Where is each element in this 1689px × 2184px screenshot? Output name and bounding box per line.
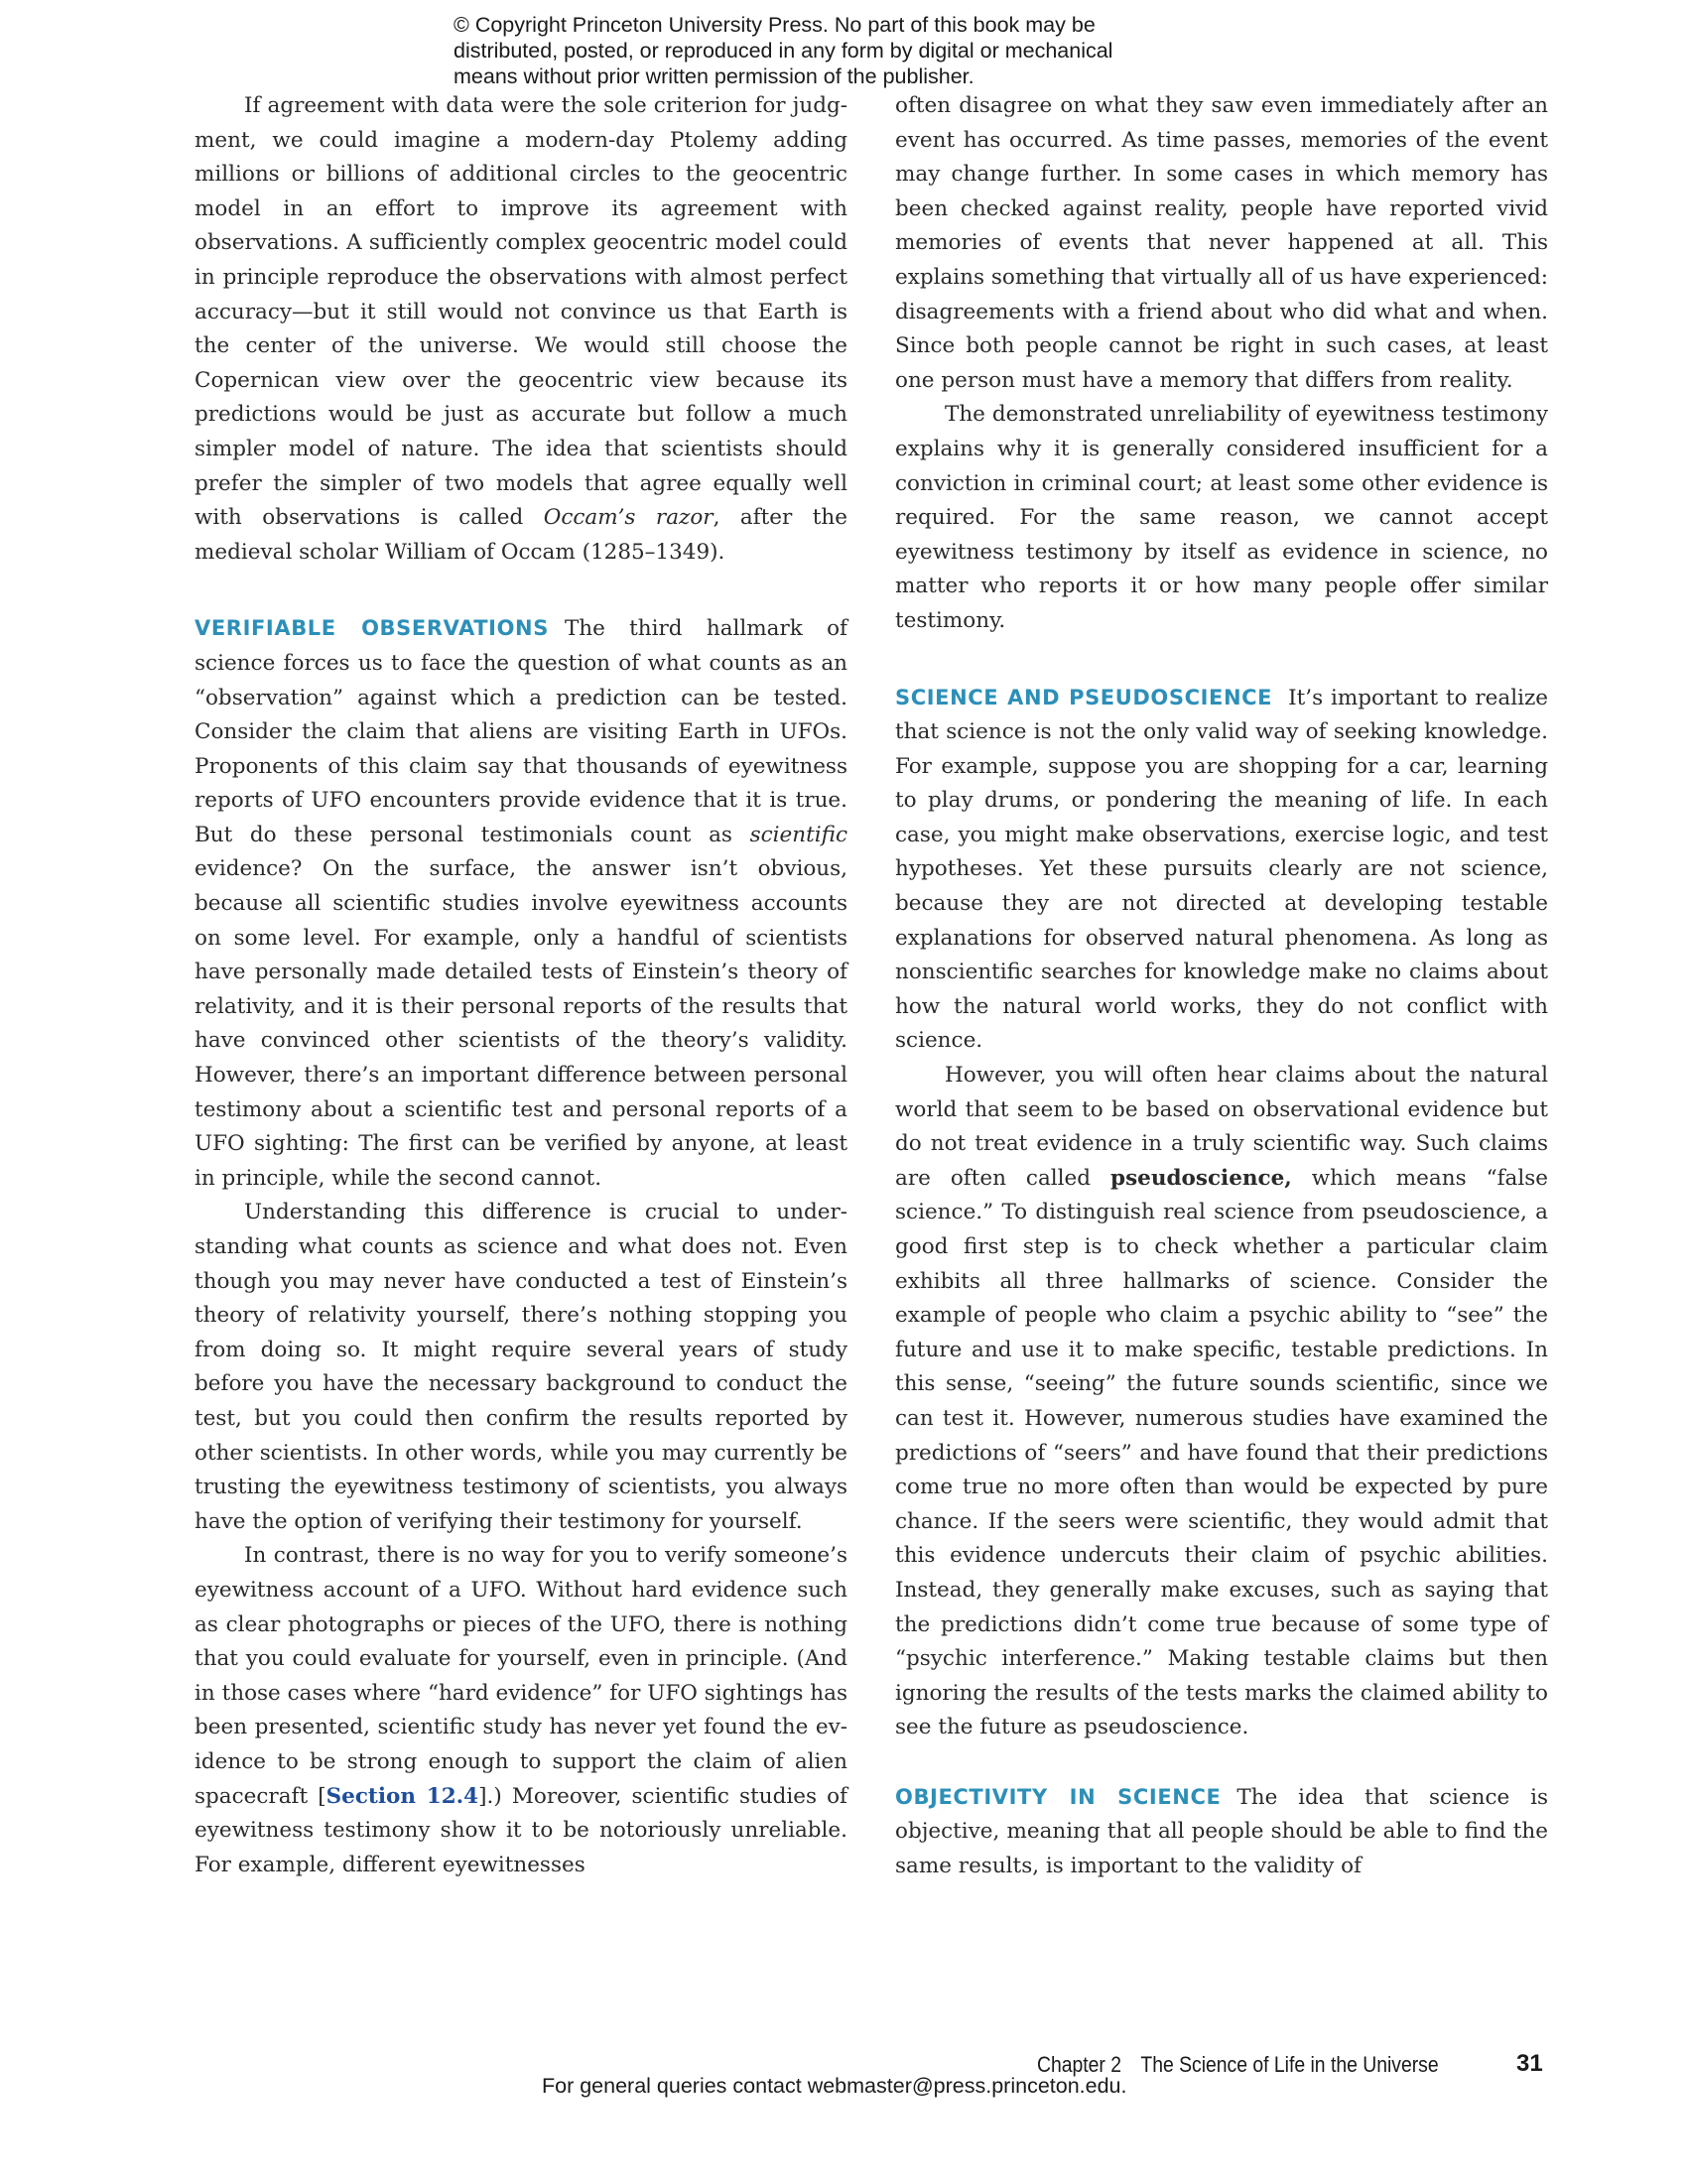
paragraph-text: If agreement with data were the sole criterion for judgment, we could imagine a modern-day Ptolemy adding millions or billions of additional circles to the geocentric model in an effort to improve its agreement with observations. A sufficiently complex geocentric model could in principle reproduce the observations with almost perfect accuracy—but it still would not convince us that Earth is the center of the universe. We would still choose the Copernican view over the geocentric view because its predictions would be just as accurate but follow a much simpler model of nature. The idea that scientists should prefer the simpler of two models that agree equally well with observations is called	[195, 93, 847, 531]
paragraph-science-and-pseudoscience	[895, 681, 1548, 1060]
term-pseudoscience: pseudoscience,	[1110, 1165, 1292, 1191]
section-heading-verifiable-observations: VERIFIABLE OBSERVATIONS	[195, 616, 549, 641]
paragraph-text: evidence? On the surface, the answer isn’t obvious, because all scientific studies involve eyewitness accounts on some level. For example, only a handful of scientists have personally made detailed tests of Einstein’s theory of relativity, and it is their personal reports of the results that have convinced other scientists of the theory’s validity. However, there’s an important difference between personal testimony about a scientific test and personal reports of a UFO sighting: The first can be verified by anyone, at least in principle, while the second cannot.	[195, 856, 847, 1191]
paragraph-pseudoscience-claims	[895, 1059, 1548, 1745]
paragraph-eyewitness-unreliability: The demonstrated unreliability of eyewitness testimony explains why it is generally considered insufficient for a conviction in criminal court; at least some other evidence is required. For the same reason, we cannot accept eyewitness testimony by itself as evidence in science, no matter who reports it or how many people offer similar testimony.	[895, 402, 1548, 633]
paragraph-text: However, you will often hear claims about the natural world that seem to be based on observational evidence but do not treat evidence in a truly scientific way. Such claims are often called	[895, 1063, 1548, 1191]
paragraph-text: In contrast, there is no way for you to verify someone’s eyewitness account of a UFO. Without hard evidence such as clear photographs or pieces of the UFO, there is nothing that you could evaluate for yourself, even in principle. (And in those cases where “hard evidence” for UFO sightings has been presented, scientific study has never yet found the evidence to be strong enough to support the claim of alien spacecraft [	[195, 1543, 847, 1809]
paragraph-verifiable-observations	[195, 611, 847, 1196]
chapter-label: Chapter 2	[1037, 2052, 1122, 2077]
paragraph-in-contrast	[195, 1539, 847, 1882]
right-column	[895, 89, 1548, 1883]
section-heading-science-and-pseudoscience: SCIENCE AND PSEUDOSCIENCE	[895, 685, 1273, 709]
paragraph-objectivity-in-science	[895, 1780, 1548, 1884]
paragraph-occams-razor	[195, 89, 847, 570]
chapter-title: The Science of Life in the Universe	[1140, 2052, 1439, 2077]
paragraph-text: The third hallmark of science forces us to face the question of what counts as an “observation” against which a prediction can be tested. Consider the claim that aliens are visiting Earth in UFOs. Proponents of this claim say that thousands of eyewitness reports of UFO encounters provide evidence that it is true. But do these personal testimonials count as	[195, 616, 847, 847]
section-link-12-4[interactable]: Section 12.4	[325, 1783, 479, 1809]
copyright-notice: © Copyright Princeton University Press. No part of this book may be distributed, posted, or reproduced in any form by digital or mechanical means without prior written permission of the publisher.	[454, 13, 1113, 88]
left-column	[195, 89, 847, 1882]
paragraph-eyewitness-continued: often disagree on what they saw even immediately after an event has occurred. As time passes, memories of the event may change further. In some cases in which memory has been checked against reality, people have reported vivid memories of events that never happened at all. This explains something that virtually all of us have experienced: disagreements with a friend about who did what and when. Since both people cannot be right in such cases, at least one person must have a memory that differs from reality.	[895, 93, 1548, 393]
paragraph-text: The idea that science is objective, meaning that all people should be able to find the same results, is important to the validity of	[895, 1784, 1549, 1878]
contact-notice: For general queries contact webmaster@press.princeton.edu.	[542, 2074, 1127, 2098]
term-occams-razor: Occam’s razor	[543, 505, 714, 531]
emphasis-scientific: scientific	[749, 822, 847, 847]
paragraph-text: which means “false science.” To distinguish real science from pseudoscience, a good first step is to check whether a particular claim exhibits all three hallmarks of science. Consider the example of people who claim a psychic ability to “see” the future and use it to make specific, testable predictions. In this sense, “seeing” the future sounds scientific, since we can test it. However, numerous studies have examined the predictions of “seers” and have found that their predictions come true no more often than would be expected by pure chance. If the seers were scientific, they would admit that this evidence undercuts their claim of psychic abilities. Instead, they generally make excuses, such as saying that the predictions didn’t come true because of some type of “psychic interference.” Making testable claims but then ignoring the results of the tests marks the claimed ability to see the future as pseudoscience.	[895, 1165, 1548, 1740]
paragraph-text: , after the medieval scholar William of Occam (1285–1349).	[195, 505, 847, 565]
paragraph-text: It’s important to realize that science is not the only valid way of seeking knowledge. For example, suppose you are shopping for a car, learning to play drums, or pondering the meaning of life. In each case, you might make observations, exercise logic, and test hypotheses. Yet these pursuits clearly are not science, because they are not directed at developing testable explanations for observed natural phenomena. As long as nonscientific searches for knowledge make no claims about how the natural world works, they do not conflict with science.	[895, 685, 1548, 1054]
paragraph-understanding-difference: Understanding this difference is crucial to understanding what counts as science and what does not. Even though you may never have conducted a test of Einstein’s theory of relativity yourself, there’s nothing stopping you from doing so. It might require several years of study before you have the necessary background to conduct the test, but you could then confirm the results reported by other scientists. In other words, while you may currently be trusting the eyewitness testimony of scientists, you always have the option of verifying their testimony for yourself.	[195, 1200, 847, 1534]
section-heading-objectivity-in-science: OBJECTIVITY IN SCIENCE	[895, 1784, 1222, 1809]
page-number: 31	[1516, 2050, 1543, 2077]
paragraph-text: ].) Moreover, scientific studies of eyewitness testimony show it to be notoriously unreliable. For example, different eyewitnesses	[195, 1783, 847, 1877]
